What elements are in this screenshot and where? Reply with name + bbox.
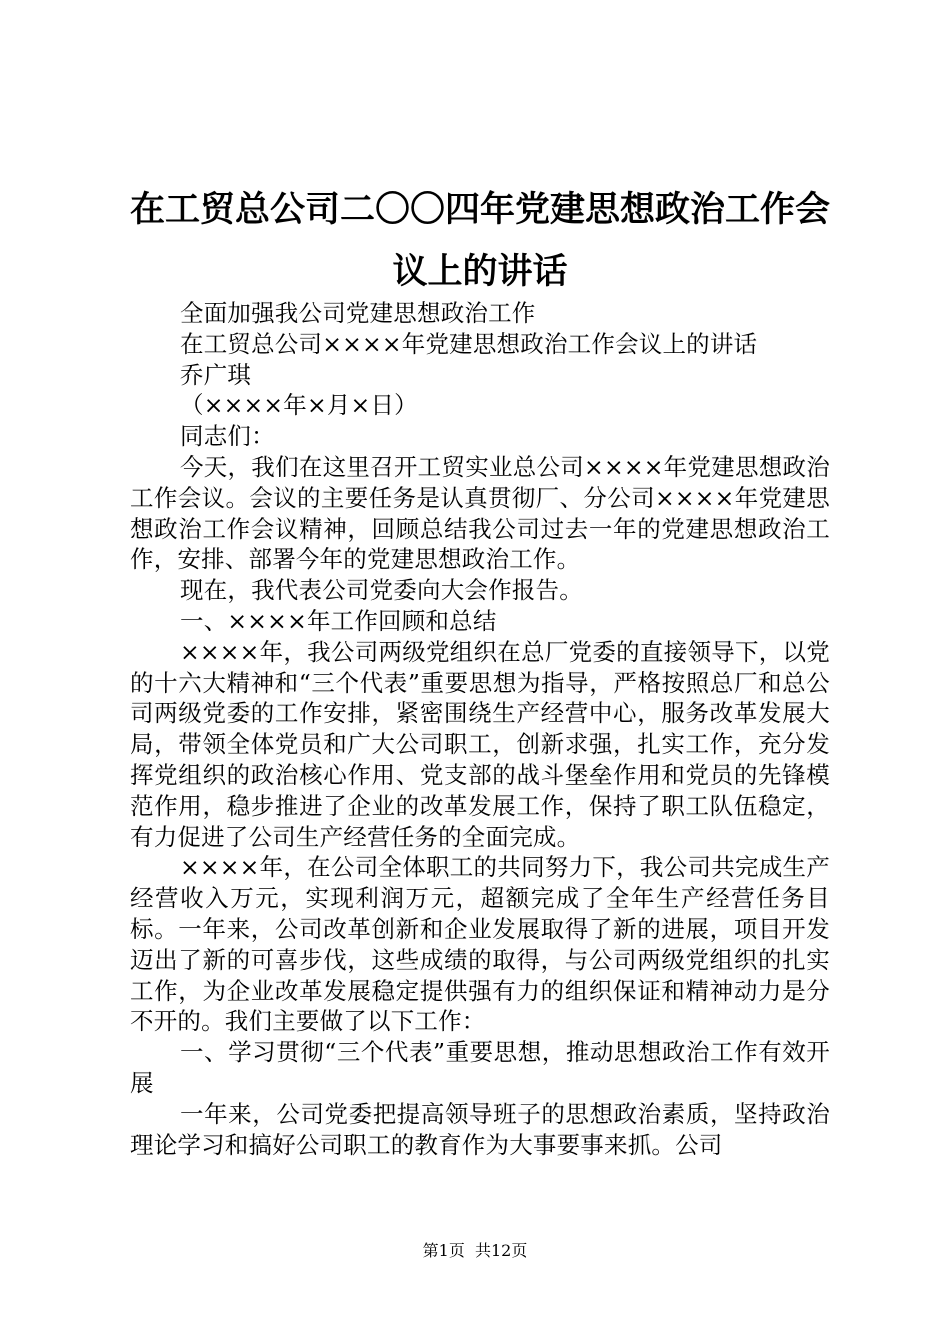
salutation: 同志们：: [180, 422, 275, 451]
subsection-heading: 一、学习贯彻“三个代表”重要思想，推动思想政治工作有效开展: [130, 1038, 830, 1097]
speech-date: （××××年×月×日）: [180, 391, 418, 420]
body-paragraph: 今天，我们在这里召开工贸实业总公司××××年党建思想政治工作会议。会议的主要任务是认真贯彻厂、分公司××××年党建思想政治工作会议精神，回顾总结我公司过去一年的党建思想政治工作，安排、部署今年的党建思想政治工作。: [130, 452, 830, 574]
page-number: 第1页 共12页: [422, 1241, 528, 1260]
subtitle: 全面加强我公司党建思想政治工作: [180, 299, 536, 327]
document-title-line-2: 议上的讲话: [392, 251, 568, 292]
body-paragraph: 现在，我代表公司党委向大会作报告。: [180, 576, 583, 605]
section-heading: 一、××××年工作回顾和总结: [180, 606, 497, 635]
speaker-name: 乔广琪: [180, 360, 252, 389]
document-title-line-1: 在工贸总公司二〇〇四年党建思想政治工作会: [129, 189, 830, 230]
document-body: [130, 298, 830, 1160]
body-paragraph: 一年来，公司党委把提高领导班子的思想政治素质，坚持政治理论学习和搞好公司职工的教育作为大事要事来抓。公司: [130, 1099, 830, 1159]
body-paragraph: ××××年，我公司两级党组织在总厂党委的直接领导下，以党的十六大精神和“三个代表”重要思想为指导，严格按照总厂和总公司两级党委的工作安排，紧密围绕生产经营中心，服务改革发展大局，带领全体党员和广大公司职工，创新求强，扎实工作，充分发挥党组织的政治核心作用、党支部的战斗堡垒作用和党员的先锋模范作用，稳步推进了企业的改革发展工作，保持了职工队伍稳定，有力促进了公司生产经营任务的全面完成。: [130, 637, 830, 851]
body-paragraph: ××××年，在公司全体职工的共同努力下，我公司共完成生产经营收入万元，实现利润万元，超额完成了全年生产经营任务目标。一年来，公司改革创新和企业发展取得了新的进展，项目开发迈出了新的可喜步伐，这些成绩的取得，与公司两级党组织的扎实工作，为企业改革发展稳定提供强有力的组织保证和精神动力是分不开的。我们主要做了以下工作：: [130, 853, 830, 1036]
speech-occasion: 在工贸总公司××××年党建思想政治工作会议上的讲话: [180, 329, 758, 358]
page-footer: [0, 1241, 950, 1261]
